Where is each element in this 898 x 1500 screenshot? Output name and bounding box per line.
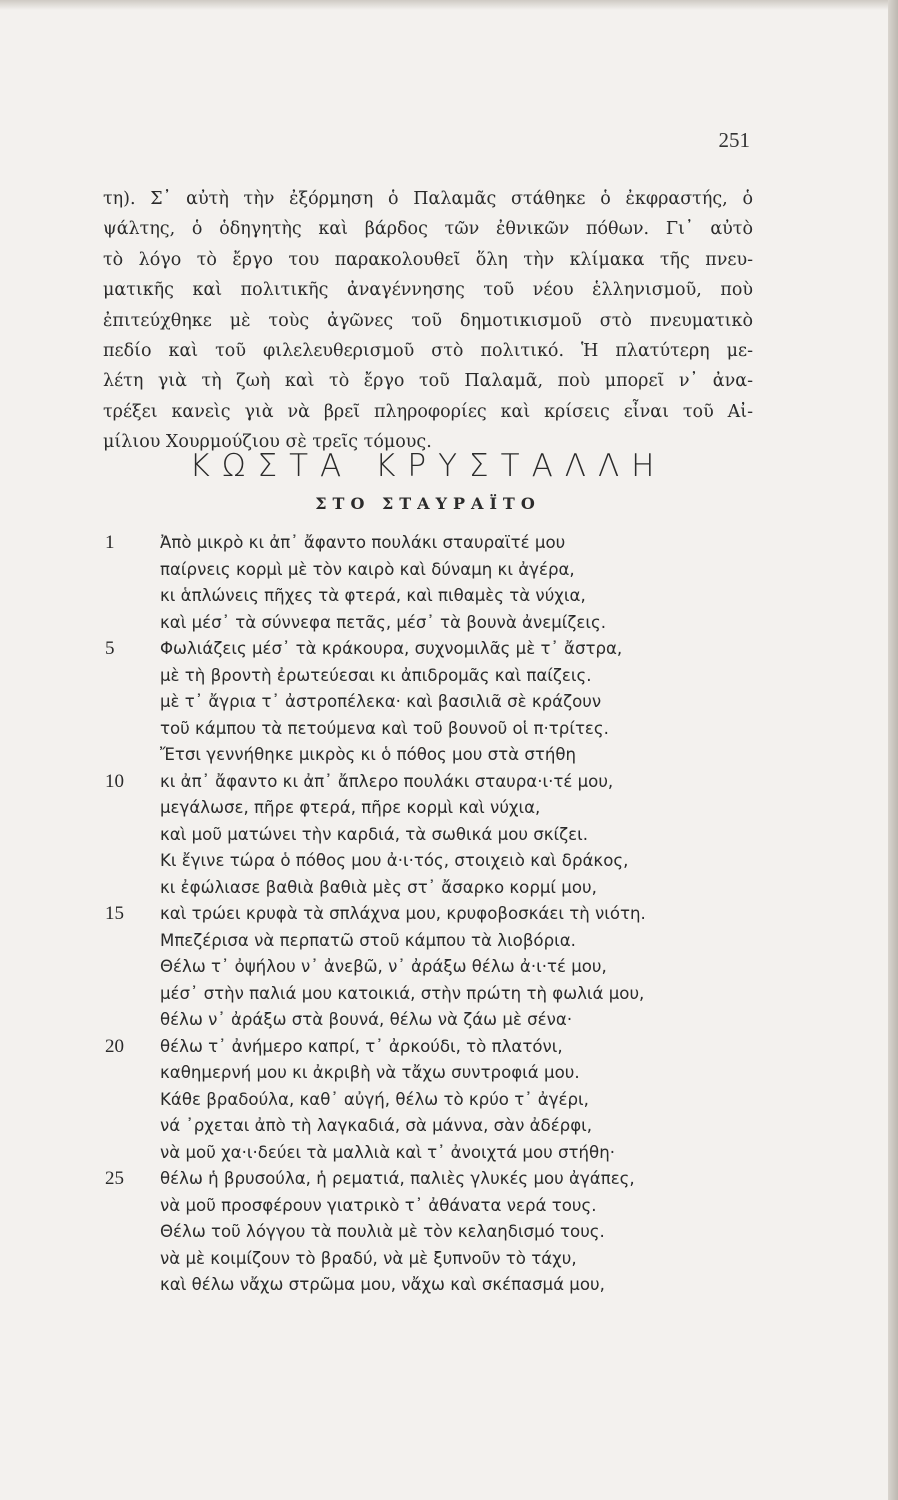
poem-line: [100, 1246, 760, 1273]
line-text: παίρνεις κορμὶ μὲ τὸν καιρὸ καὶ δύναμη κι ἀγέρα,: [160, 559, 575, 579]
line-text: κι ἀπ᾿ ἄφαντο κι ἀπ᾿ ἄπλερο πουλάκι σταυρα·ι·τέ μου,: [160, 771, 614, 791]
prose-line: πεδίο καὶ τοῦ φιλελευθερισμοῦ στὸ πολιτικό. Ἡ πλατύτερη με-: [103, 341, 753, 362]
line-text: καὶ τρώει κρυφὰ τὰ σπλάχνα μου, κρυφοβοσκάει τὴ νιότη.: [160, 904, 646, 923]
poem-title: ΣΤΟ ΣΤΑΥΡΑΪΤΟ: [315, 494, 541, 513]
line-text: θέλω τ᾿ ἀνήμερο καπρί, τ᾿ ἀρκούδι, τὸ πλατόνι,: [160, 1036, 563, 1056]
poem-line: [100, 1007, 760, 1034]
line-text: καὶ μέσ᾿ τὰ σύννεφα πετᾶς, μέσ᾿ τὰ βουνὰ ἀνεμίζεις.: [160, 612, 607, 632]
poem-line: [100, 1193, 760, 1220]
line-text: Θέλω τοῦ λόγγου τὰ πουλιὰ μὲ τὸν κελαηδισμό τους.: [160, 1222, 605, 1241]
poem-line: [100, 663, 760, 690]
prose-line: τη). Σ᾿ αὐτὴ τὴν ἐξόρμηση ὁ Παλαμᾶς στάθηκε ὁ ἐκφραστής, ὁ: [103, 189, 753, 209]
line-text: καὶ μοῦ ματώνει τὴν καρδιά, τὰ σωθικά μου σκίζει.: [160, 824, 589, 844]
poem-line: [100, 1034, 760, 1061]
poem-line: [100, 1166, 760, 1193]
prose-paragraph: [103, 184, 753, 458]
poem-line: [100, 1113, 760, 1140]
line-text: Κάθε βραδούλα, καθ᾿ αὐγή, θέλω τὸ κρύο τ᾿ ἀγέρι,: [160, 1089, 589, 1109]
poem-line: [100, 1087, 760, 1114]
poem-line: [100, 557, 760, 584]
poem-line: [100, 822, 760, 849]
poem-line: [100, 636, 760, 663]
line-text: νὰ μοῦ προσφέρουν γιατρικὸ τ᾿ ἀθάνατα νερά τους.: [160, 1195, 597, 1215]
line-text: κι ἐφώλιασε βαθιὰ βαθιὰ μὲς στ᾿ ἄσαρκο κορμί μου,: [160, 877, 597, 897]
line-text: θέλω ἡ βρυσούλα, ἡ ρεματιά, παλιὲς γλυκές μου ἀγάπες,: [160, 1169, 635, 1188]
poem-line: [100, 1140, 760, 1167]
page-number: 251: [718, 128, 750, 152]
poem-line: [100, 954, 760, 981]
line-text: μέσ᾿ στὴν παλιά μου κατοικιά, στὴν πρώτη τὴ φωλιά μου,: [160, 983, 645, 1003]
prose-line: τρέξει κανεὶς γιὰ νὰ βρεῖ πληροφορίες καὶ κρίσεις εἶναι τοῦ Αἰ-: [103, 401, 753, 422]
poem-line: [100, 848, 760, 875]
line-text: Ἀπὸ μικρὸ κι ἀπ᾿ ἄφαντο πουλάκι σταυραϊτέ μου: [160, 533, 566, 552]
poem-body: [100, 530, 760, 1299]
poem-line: [100, 742, 760, 769]
poem-line: [100, 928, 760, 955]
poem-line: [100, 795, 760, 822]
line-number: 1: [105, 532, 115, 553]
poem-line: [100, 610, 760, 637]
line-text: Κι ἔγινε τώρα ὁ πόθος μου ἀ·ι·τός, στοιχειὸ καὶ δράκος,: [160, 851, 629, 870]
poem-line: [100, 583, 760, 610]
line-number: 20: [105, 1035, 124, 1057]
line-text: μὲ τ᾿ ἄγρια τ᾿ ἀστροπέλεκα· καὶ βασιλιᾶ σὲ κράζουν: [160, 692, 602, 711]
line-text: Μπεζέρισα νὰ περπατῶ στοῦ κάμπου τὰ λιοβόρια.: [160, 930, 576, 950]
line-text: καθημερνή μου κι ἀκριβὴ νὰ τἄχω συντροφιά μου.: [160, 1063, 580, 1082]
prose-line: ματικῆς καὶ πολιτικῆς ἀναγέννησης τοῦ νέου ἑλληνισμοῦ, ποὺ: [103, 280, 753, 301]
poem-line: [100, 689, 760, 716]
line-text: μεγάλωσε, πῆρε φτερά, πῆρε κορμὶ καὶ νύχια,: [160, 798, 541, 817]
line-text: Θέλω τ᾿ ὀψήλου ν᾿ ἀνεβῶ, ν᾿ ἀράξω θέλω ἀ·ι·τέ μου,: [160, 957, 607, 976]
line-text: νὰ μοῦ χα·ι·δεύει τὰ μαλλιὰ καὶ τ᾿ ἀνοιχτά μου στήθη·: [160, 1142, 615, 1162]
line-text: τοῦ κάμπου τὰ πετούμενα καὶ τοῦ βουνοῦ οἱ π·τρίτες.: [160, 718, 609, 738]
poem-author: ΚΩΣΤΑ ΚΡΥΣΤΑΛΛΗ: [189, 448, 667, 484]
poem-line: [100, 769, 760, 796]
line-text: κι ἁπλώνεις πῆχες τὰ φτερά, καὶ πιθαμὲς τὰ νύχια,: [160, 586, 586, 605]
prose-line: μίλιου Χουρμούζιου σὲ τρεῖς τόμους.: [103, 432, 432, 453]
line-number: 5: [105, 638, 115, 659]
line-text: θέλω ν᾿ ἀράξω στὰ βουνά, θέλω νὰ ζάω μὲ σένα·: [160, 1010, 573, 1029]
poem-line: [100, 1060, 760, 1087]
poem-line: [100, 875, 760, 902]
prose-line: τὸ λόγο τὸ ἔργο του παρακολουθεῖ ὅλη τὴν κλίμακα τῆς πνευ-: [103, 249, 753, 270]
line-text: Φωλιάζεις μέσ᾿ τὰ κράκουρα, συχνομιλᾶς μὲ τ᾿ ἄστρα,: [160, 639, 623, 658]
prose-line: ψάλτης, ὁ ὁδηγητὴς καὶ βάρδος τῶν ἐθνικῶν πόθων. Γι᾿ αὐτὸ: [103, 219, 753, 240]
line-number: 10: [105, 770, 124, 792]
poem-line: [100, 1272, 760, 1299]
line-number: 15: [105, 903, 124, 924]
line-text: καὶ θέλω νἄχω στρῶμα μου, νἄχω καὶ σκέπασμά μου,: [160, 1275, 605, 1294]
poem-line: [100, 1219, 760, 1246]
page-top-edge: [0, 0, 888, 10]
line-number: 25: [105, 1168, 124, 1189]
page-right-edge: [888, 0, 898, 1500]
poem-line: [100, 901, 760, 928]
line-text: νὰ μὲ κοιμίζουν τὸ βραδύ, νὰ μὲ ξυπνοῦν τὸ τάχυ,: [160, 1248, 577, 1268]
prose-line: ἐπιτεύχθηκε μὲ τοὺς ἀγῶνες τοῦ δημοτικισμοῦ στὸ πνευματικὸ: [103, 310, 753, 331]
poem-line: [100, 981, 760, 1008]
line-text: Ἔτσι γεννήθηκε μικρὸς κι ὁ πόθος μου στὰ στήθη: [160, 745, 577, 764]
line-text: μὲ τὴ βροντὴ ἐρωτεύεσαι κι ἀπιδρομᾶς καὶ παίζεις.: [160, 665, 592, 685]
line-text: νά ᾿ρχεται ἀπὸ τὴ λαγκαδιά, σὰ μάννα, σὰν ἀδέρφι,: [160, 1116, 593, 1135]
poem-line: [100, 716, 760, 743]
poem-line: [100, 530, 760, 557]
prose-line: λέτη γιὰ τὴ ζωὴ καὶ τὸ ἔργο τοῦ Παλαμᾶ, ποὺ μπορεῖ ν᾿ ἀνα-: [103, 371, 753, 392]
